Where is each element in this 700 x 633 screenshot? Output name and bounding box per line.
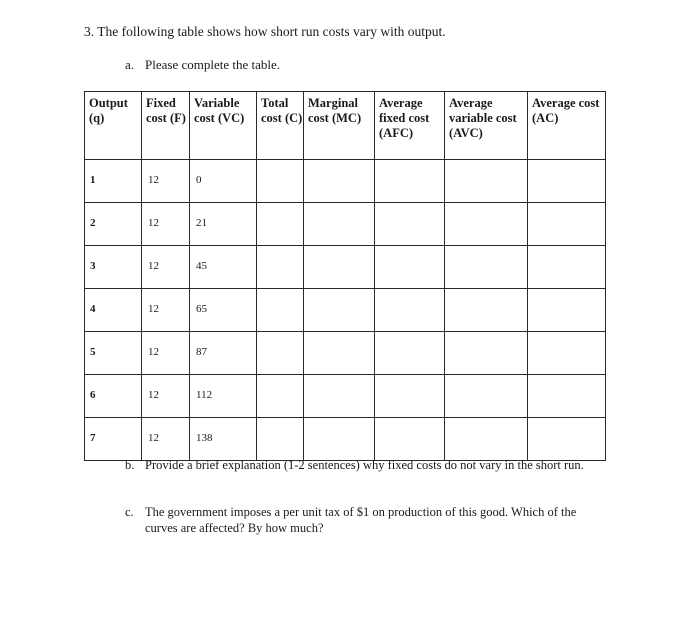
table-row bbox=[85, 375, 606, 418]
part-a-text: Please complete the table. bbox=[145, 57, 281, 72]
cell-average-fixed-cost[interactable] bbox=[375, 418, 445, 461]
header-output: Output (q) bbox=[85, 92, 142, 160]
part-b bbox=[125, 458, 603, 474]
cell-average-variable-cost[interactable] bbox=[445, 246, 528, 289]
cell-variable-cost: 112 bbox=[190, 375, 257, 418]
cell-fixed-cost: 12 bbox=[142, 332, 190, 375]
cell-total-cost[interactable] bbox=[257, 203, 304, 246]
cell-average-fixed-cost[interactable] bbox=[375, 375, 445, 418]
cell-average-cost[interactable] bbox=[528, 246, 606, 289]
cell-variable-cost: 0 bbox=[190, 160, 257, 203]
table-row bbox=[85, 418, 606, 461]
cell-variable-cost: 65 bbox=[190, 289, 257, 332]
header-average-variable-cost: Average variable cost (AVC) bbox=[445, 92, 528, 160]
cell-fixed-cost: 12 bbox=[142, 203, 190, 246]
cell-marginal-cost[interactable] bbox=[304, 375, 375, 418]
table-row bbox=[85, 160, 606, 203]
cell-average-variable-cost[interactable] bbox=[445, 160, 528, 203]
cell-fixed-cost: 12 bbox=[142, 246, 190, 289]
cell-variable-cost: 138 bbox=[190, 418, 257, 461]
cost-table bbox=[84, 91, 606, 461]
cell-output: 2 bbox=[85, 203, 142, 246]
cell-variable-cost: 45 bbox=[190, 246, 257, 289]
cell-average-cost[interactable] bbox=[528, 203, 606, 246]
cell-average-variable-cost[interactable] bbox=[445, 203, 528, 246]
cell-average-fixed-cost[interactable] bbox=[375, 246, 445, 289]
cell-marginal-cost[interactable] bbox=[304, 203, 375, 246]
part-c bbox=[125, 505, 603, 536]
header-variable-cost: Variable cost (VC) bbox=[190, 92, 257, 160]
cell-fixed-cost: 12 bbox=[142, 289, 190, 332]
cell-marginal-cost[interactable] bbox=[304, 332, 375, 375]
cell-average-variable-cost[interactable] bbox=[445, 418, 528, 461]
question-title: 3. The following table shows how short run costs vary with output. bbox=[84, 24, 446, 39]
cell-average-cost[interactable] bbox=[528, 289, 606, 332]
part-b-letter: b. bbox=[125, 458, 135, 472]
table-row bbox=[85, 203, 606, 246]
cell-average-fixed-cost[interactable] bbox=[375, 332, 445, 375]
cell-marginal-cost[interactable] bbox=[304, 246, 375, 289]
header-total-cost: Total cost (C) bbox=[257, 92, 304, 160]
cell-total-cost[interactable] bbox=[257, 160, 304, 203]
cell-average-cost[interactable] bbox=[528, 418, 606, 461]
cell-output: 6 bbox=[85, 375, 142, 418]
cell-marginal-cost[interactable] bbox=[304, 418, 375, 461]
cell-marginal-cost[interactable] bbox=[304, 289, 375, 332]
part-a bbox=[125, 57, 280, 73]
cell-average-fixed-cost[interactable] bbox=[375, 289, 445, 332]
table-header-row bbox=[85, 92, 606, 160]
cell-average-fixed-cost[interactable] bbox=[375, 160, 445, 203]
cell-fixed-cost: 12 bbox=[142, 418, 190, 461]
cell-output: 3 bbox=[85, 246, 142, 289]
part-c-text: The government imposes a per unit tax of $1 on production of this good. Which of the curves are affected? By how much? bbox=[145, 505, 577, 535]
header-average-cost: Average cost (AC) bbox=[528, 92, 606, 160]
cell-output: 1 bbox=[85, 160, 142, 203]
cell-average-variable-cost[interactable] bbox=[445, 332, 528, 375]
cell-total-cost[interactable] bbox=[257, 375, 304, 418]
header-fixed-cost: Fixed cost (F) bbox=[142, 92, 190, 160]
cell-variable-cost: 87 bbox=[190, 332, 257, 375]
cell-average-variable-cost[interactable] bbox=[445, 375, 528, 418]
cell-output: 5 bbox=[85, 332, 142, 375]
header-average-fixed-cost: Average fixed cost (AFC) bbox=[375, 92, 445, 160]
cell-total-cost[interactable] bbox=[257, 332, 304, 375]
header-marginal-cost: Marginal cost (MC) bbox=[304, 92, 375, 160]
cell-marginal-cost[interactable] bbox=[304, 160, 375, 203]
cell-average-cost[interactable] bbox=[528, 375, 606, 418]
cell-average-variable-cost[interactable] bbox=[445, 289, 528, 332]
cell-total-cost[interactable] bbox=[257, 246, 304, 289]
cell-average-cost[interactable] bbox=[528, 332, 606, 375]
cell-output: 4 bbox=[85, 289, 142, 332]
part-b-text: Provide a brief explanation (1-2 sentences) why fixed costs do not vary in the short run. bbox=[145, 458, 584, 472]
cell-fixed-cost: 12 bbox=[142, 160, 190, 203]
cell-fixed-cost: 12 bbox=[142, 375, 190, 418]
cell-output: 7 bbox=[85, 418, 142, 461]
cell-average-fixed-cost[interactable] bbox=[375, 203, 445, 246]
table-row bbox=[85, 246, 606, 289]
table-row bbox=[85, 289, 606, 332]
cell-average-cost[interactable] bbox=[528, 160, 606, 203]
part-c-letter: c. bbox=[125, 505, 134, 519]
table-row bbox=[85, 332, 606, 375]
cell-total-cost[interactable] bbox=[257, 418, 304, 461]
cell-total-cost[interactable] bbox=[257, 289, 304, 332]
cell-variable-cost: 21 bbox=[190, 203, 257, 246]
part-a-letter: a. bbox=[125, 57, 135, 72]
